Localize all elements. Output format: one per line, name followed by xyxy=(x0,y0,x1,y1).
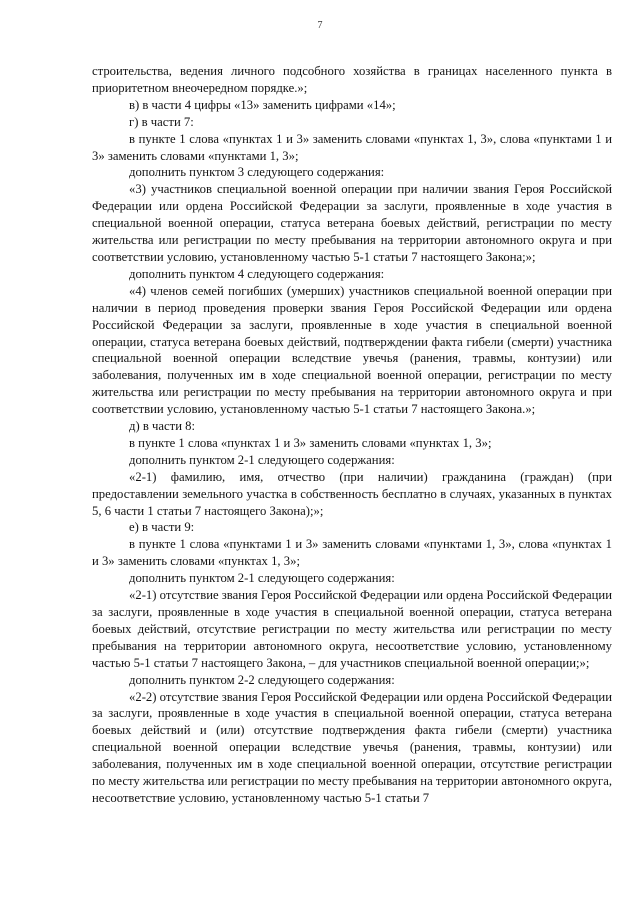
paragraph: дополнить пунктом 2-2 следующего содержания: xyxy=(129,672,395,687)
paragraph-point-2-2: «2-2) отсутствие звания Героя Российской Федерации или ордена Российской Федерации за заслуги, проявленные в ходе участия в специальной военной операции, статуса ветерана боевых действий и (или) отсутствие подтверждения факта гибели (смерти) участника специальной военной операции вследствие увечья (ранения, травмы, контузии) или заболевания, полученных им в ходе специальной военной операции, отсутствие регистрации по месту жительства или регистрации по месту пребывания на территории автономного округа, несоответствие условию, установленному частью 5-1 статьи 7 xyxy=(92,689,612,805)
document-body xyxy=(92,63,612,807)
paragraph-point-4: «4) членов семей погибших (умерших) участников специальной военной операции при наличии в период проведения проверки звания Героя Российской Федерации или ордена Российской Федерации за заслуги, проявленные в ходе участия в специальной военной операции, статуса ветерана боевых действий, подтверждении факта гибели (смерти) участника специальной военной операции вследствие увечья (ранения, травмы, контузии) или заболевания, полученных им в ходе специальной военной операции, регистрации по месту жительства или регистрации по месту пребывания на территории автономного округа и при соответствии условию, установленному частью 5-1 статьи 7 настоящего Закона.»; xyxy=(92,283,612,417)
paragraph-item-e: е) в части 9: xyxy=(129,520,195,535)
paragraph: дополнить пунктом 4 следующего содержания: xyxy=(129,266,385,281)
paragraph-point-2-1: «2-1) фамилию, имя, отчество (при наличии) гражданина (граждан) (при предоставлении земельного участка в собственность бесплатно в случаях, указанных в пунктах 5, 6 части 1 статьи 7 настоящего Закона);»; xyxy=(92,469,612,518)
paragraph-item-v: в) в части 4 цифры «13» заменить цифрами «14»; xyxy=(129,97,396,112)
paragraph-item-g: г) в части 7: xyxy=(129,114,194,129)
paragraph: в пункте 1 слова «пунктах 1 и 3» заменить словами «пунктах 1, 3»; xyxy=(129,435,492,450)
paragraph-point-2-1: «2-1) отсутствие звания Героя Российской Федерации или ордена Российской Федерации за заслуги, проявленные в ходе участия в специальной военной операции, статуса ветерана боевых действий, отсутствие регистрации по месту жительства или регистрации по месту пребывания на территории автономного округа, несоответствие условию, установленному частью 5-1 статьи 7 настоящего Закона, – для участников специальной военной операции;»; xyxy=(92,588,612,670)
paragraph: в пункте 1 слова «пунктами 1 и 3» заменить словами «пунктами 1, 3», слова «пунктах 1 и 3» заменить словами «пунктах 1, 3»; xyxy=(92,537,612,569)
paragraph-continuation: строительства, ведения личного подсобного хозяйства в границах населенного пункта в приоритетном внеочередном порядке.»; xyxy=(92,64,612,95)
page-number: 7 xyxy=(317,20,323,31)
paragraph: в пункте 1 слова «пунктах 1 и 3» заменить словами «пунктах 1, 3», слова «пунктами 1 и 3» заменить словами «пунктами 1, 3»; xyxy=(92,131,612,163)
paragraph: дополнить пунктом 2-1 следующего содержания: xyxy=(129,571,395,586)
paragraph: дополнить пунктом 3 следующего содержания: xyxy=(129,165,385,180)
paragraph-point-3: «3) участников специальной военной операции при наличии звания Героя Российской Федерации или ордена Российской Федерации за заслуги, проявленные в ходе участия в специальной военной операции, статуса ветерана боевых действий, регистрации по месту жительства или регистрации по месту пребывания на территории автономного округа и при соответствии условию, установленному частью 5-1 статьи 7 настоящего Закона;»; xyxy=(92,182,612,264)
paragraph: дополнить пунктом 2-1 следующего содержания: xyxy=(129,452,395,467)
paragraph-item-d: д) в части 8: xyxy=(129,419,196,434)
